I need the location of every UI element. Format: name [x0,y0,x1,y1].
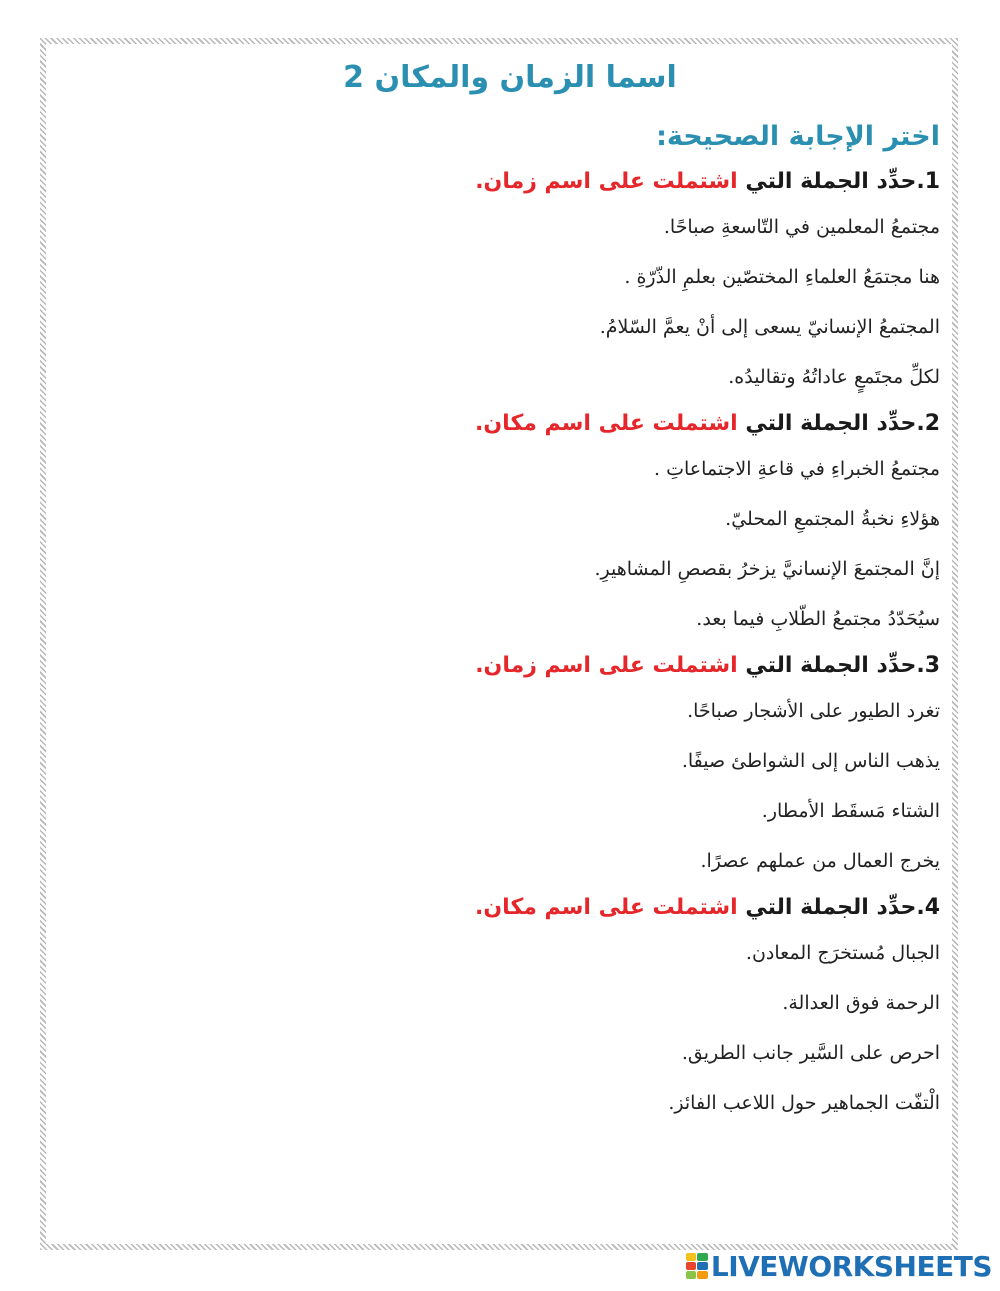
question-prefix: حدِّد الجملة التي [737,411,917,436]
question-number: 4. [916,895,940,920]
liveworksheets-logo-text: LIVEWORKSHEETS [710,1249,992,1283]
question-highlight: اشتملت على اسم مكان. [475,895,738,920]
question-highlight: اشتملت على اسم زمان. [475,653,738,678]
question-heading [80,404,940,444]
answer-option[interactable]: لكلِّ مجتَمعٍ عاداتُهُ وتقاليدُه. [728,366,940,388]
worksheet-content [80,60,940,1130]
question-2 [80,404,940,644]
question-number: 1. [916,169,940,194]
answer-option[interactable]: هؤلاءِ نخبةُ المجتمعِ المحليّ. [725,508,940,530]
question-3 [80,646,940,886]
liveworksheets-logo [686,1249,992,1283]
question-heading [80,888,940,928]
question-number: 2. [916,411,940,436]
answer-option[interactable]: يذهب الناس إلى الشواطئ صيفًا. [681,750,940,772]
question-heading [80,646,940,686]
question-highlight: اشتملت على اسم مكان. [475,411,738,436]
answer-option[interactable]: الجبال مُستخرَج المعادن. [745,942,940,964]
answer-option[interactable]: إنَّ المجتمعَ الإنسانيَّ يزخرُ بقصصِ المشاهيرِ. [594,558,940,580]
answer-option[interactable]: مجتمعُ الخبراءِ في قاعةِ الاجتماعاتِ . [654,458,940,480]
question-1 [80,162,940,402]
answer-option[interactable]: مجتمعُ المعلمين في التّاسعةِ صباحًا. [663,216,940,238]
answer-option[interactable]: المجتمعُ الإنسانيّ يسعى إلى أنْ يعمَّ السّلامُ. [599,316,940,338]
question-highlight: اشتملت على اسم زمان. [475,169,738,194]
question-number: 3. [916,653,940,678]
instruction-text: اختر الإجابة الصحيحة: [656,121,940,152]
question-prefix: حدِّد الجملة التي [737,653,917,678]
answer-option[interactable]: الرحمة فوق العدالة. [782,992,940,1014]
answer-option[interactable]: سيُحَدّدُ مجتمعُ الطّلابِ فيما بعد. [696,608,940,630]
answer-option[interactable]: هنا مجتمَعُ العلماءِ المختصّين بعلمِ الذّرّةِ . [624,266,940,288]
answer-option[interactable]: الْتفّت الجماهير حول اللاعب الفائز. [668,1092,940,1114]
answer-option[interactable]: يخرج العمال من عملهم عصرًا. [700,850,940,872]
answer-option[interactable]: احرص على السَّير جانب الطريق. [681,1042,940,1064]
worksheet-title: اسما الزمان والمكان 2 [343,60,677,95]
liveworksheets-logo-icon [686,1253,708,1279]
question-prefix: حدِّد الجملة التي [737,895,917,920]
question-4 [80,888,940,1128]
question-heading [80,162,940,202]
question-prefix: حدِّد الجملة التي [737,169,917,194]
answer-option[interactable]: تغرد الطيور على الأشجار صباحًا. [687,700,940,722]
answer-option[interactable]: الشتاء مَسقَط الأمطار. [761,800,940,822]
